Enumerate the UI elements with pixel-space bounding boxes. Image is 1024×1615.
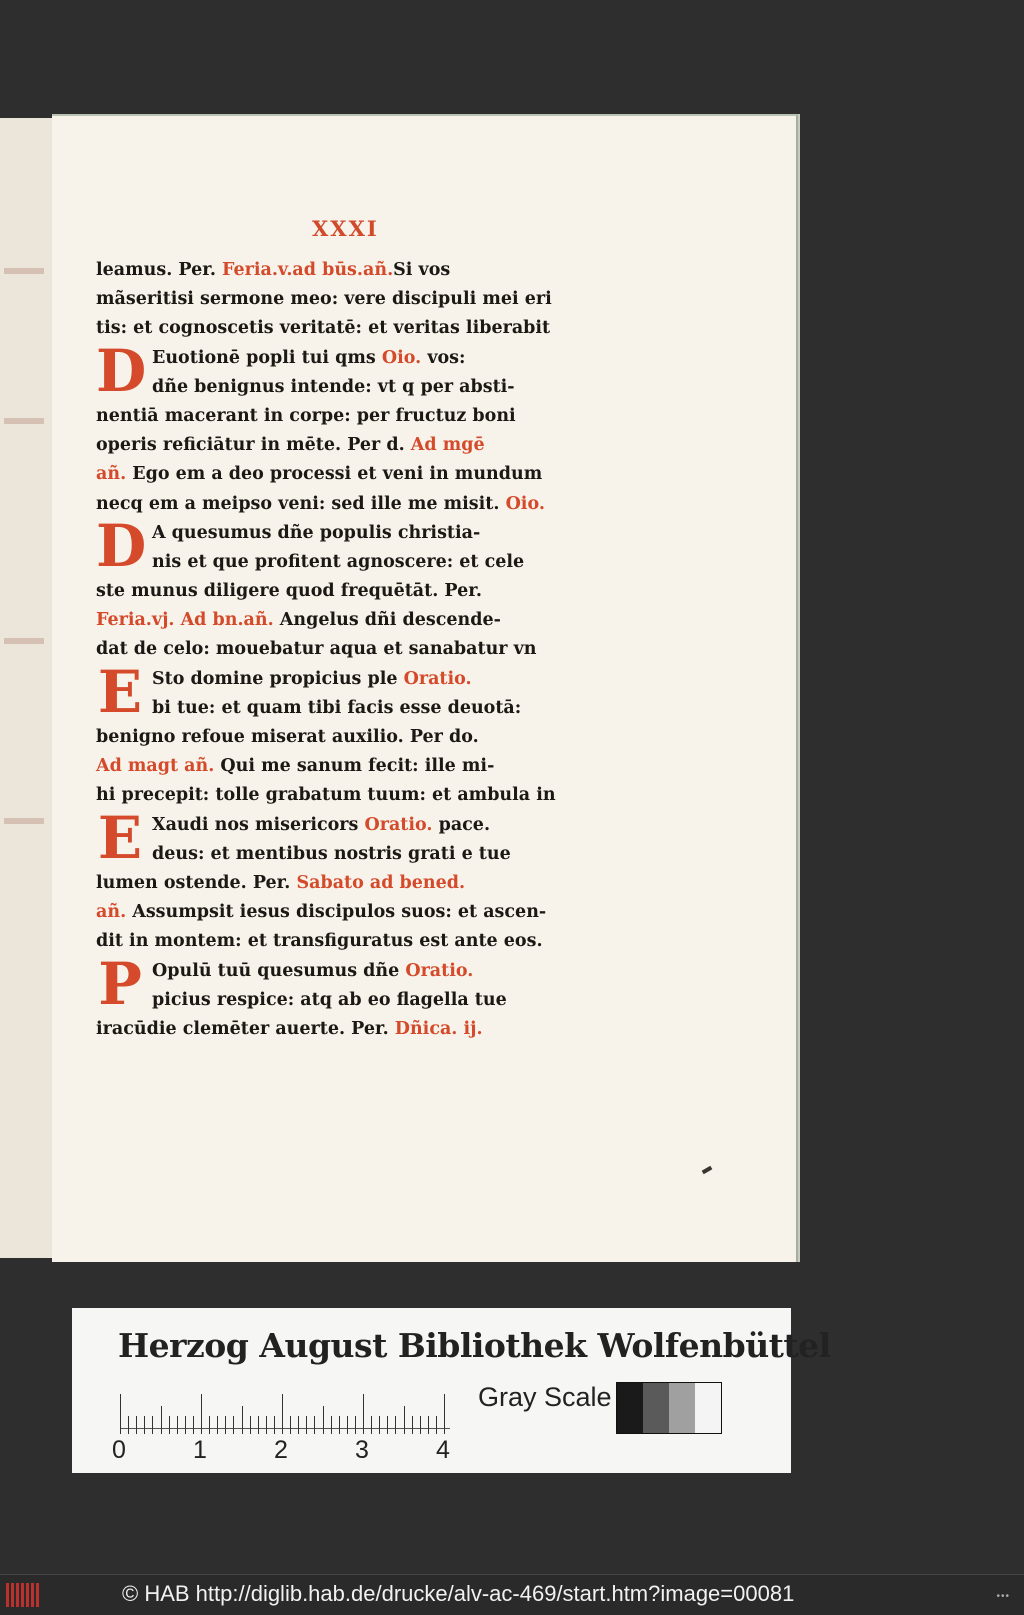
body-text: vos: [421,347,466,368]
hab-logo-icon [6,1583,44,1607]
body-text: picius respice: atq ab eo flagella tue [152,989,507,1010]
text-line [96,548,576,577]
rubric-text: Feria.vj. Ad bn.añ. [96,610,274,631]
ruler-tick [185,1416,186,1434]
ruler-tick [120,1394,121,1434]
ruler-tick [323,1406,324,1434]
text-line [96,285,576,314]
ghost-print [4,818,44,824]
library-name: Herzog August Bibliothek Wolfenbüttel [118,1326,831,1365]
ruler-tick [242,1406,243,1434]
body-text: ste munus diligere quod frequētāt. Per. [96,581,482,602]
ruler-tick [161,1406,162,1434]
body-text: benigno refoue miserat auxilio. Per do. [96,727,479,747]
body-text: bi tue: et quam tibi facis esse deuotā: [152,697,522,718]
gray-scale-swatches [616,1382,722,1434]
ruler-tick [152,1416,153,1434]
ruler-number: 4 [436,1436,450,1464]
ruler-tick [217,1416,218,1434]
rubric-text: Oratio. [405,960,474,981]
body-text: hi precepit: tolle grabatum tuum: et ambula in [96,785,556,806]
body-text: necq em a meipso veni: sed ille me misit. [96,493,506,514]
body-text: dñe benignus intende: vt q per absti- [152,376,515,397]
library-color-card [72,1308,831,1473]
red-initial: P [98,949,142,1018]
ruler-tick [282,1394,283,1434]
text-line [96,898,576,927]
text-line [96,577,576,606]
folio-number: XXXI [312,216,379,241]
ruler-tick [209,1416,210,1434]
rubric-text: Oratio. [364,814,433,835]
copyright-url: © HAB http://diglib.hab.de/drucke/alv-ac-469/start.htm?image=00081 [122,1581,795,1606]
ruler-tick [169,1416,170,1434]
ruler-tick [347,1416,348,1434]
body-text: leamus. Per. [96,260,223,280]
text-line [96,402,576,431]
text-line [96,490,576,519]
body-text: operis reficiātur in mēte. Per d. [96,435,411,456]
ruler-number: 3 [355,1436,369,1464]
ruler-tick [444,1394,445,1434]
ruler-tick [355,1416,356,1434]
body-text: dat de celo: mouebatur aqua et sanabatur vn [96,639,537,660]
text-line [96,752,576,781]
body-text: nentiā macerant in corpe: per fructuz boni [96,405,516,426]
rubric-text: Ad mgē [410,435,485,456]
ruler-tick [225,1416,226,1434]
rubric-text: Oio. [381,347,422,368]
body-text: Si vos [393,260,451,280]
ink-mark [702,1166,713,1174]
ruler-tick [258,1416,259,1434]
text-line [96,314,576,343]
ruler-tick [306,1416,307,1434]
text-line [96,986,576,1015]
body-text: Euotionē popli tui qms [152,347,382,368]
rubric-text: Ad magt añ. [96,756,215,777]
body-text: Qui me sanum fecit: ille mi- [214,756,495,777]
text-line [96,781,576,810]
text-line [96,431,576,460]
ruler-tick [420,1416,421,1434]
ruler-tick [266,1416,267,1434]
ghost-print [4,418,44,424]
ruler-tick [128,1416,129,1434]
ruler-scale [120,1384,450,1434]
body-text: dit in montem: et transfiguratus est ante eos. [96,931,543,952]
body-text: nis et que profitent agnoscere: et cele [152,551,525,572]
body-text: deus: et mentibus nostris grati e tue [152,843,511,864]
ruler-number: 2 [274,1436,288,1464]
body-text: lumen ostende. Per. [96,872,297,893]
ruler-tick [298,1416,299,1434]
ruler-tick [331,1416,332,1434]
body-text: Assumpsit iesus discipulos suos: et ascen- [126,902,547,923]
text-line [96,460,576,489]
body-text: mãseritisi sermone meo: vere discipuli mei eri [96,289,552,310]
rubric-text: Oratio. [403,668,472,689]
ruler-number: 1 [193,1436,207,1464]
ruler-tick [436,1416,437,1434]
text-line [96,694,576,723]
ruler-tick [274,1416,275,1434]
body-text: Angelus dñi descende- [273,610,501,631]
ghost-print [4,268,44,274]
ruler-tick [233,1416,234,1434]
red-initial: D [96,511,147,580]
ruler-tick [201,1394,202,1434]
menu-dots-icon[interactable]: ••• [996,1591,1010,1602]
body-text: iracūdie clemēter auerte. Per. [96,1018,395,1039]
ruler-tick [136,1416,137,1434]
ghost-print [4,638,44,644]
body-text: Sto domine propicius ple [152,668,404,689]
rubric-text: Sabato ad bened. [296,872,466,893]
ruler-tick [314,1416,315,1434]
red-initial: D [96,336,147,405]
ruler-tick [363,1394,364,1434]
gray-swatch [643,1383,669,1433]
ruler-tick [428,1416,429,1434]
ruler-tick [339,1416,340,1434]
ruler-tick [290,1416,291,1434]
rubric-text: Feria.v.ad būs.añ. [222,260,394,280]
body-text: Opulū tuū quesumus dñe [152,960,406,981]
red-initial: E [97,803,143,872]
text-line [96,927,576,956]
ruler-tick [395,1416,396,1434]
text-line [96,1015,576,1044]
page-text [96,256,576,1044]
ruler-tick [379,1416,380,1434]
ruler-tick [193,1416,194,1434]
gray-swatch [617,1383,643,1433]
adjacent-page-edge [0,118,54,1258]
rubric-text: añ. [96,902,127,923]
body-text: Ego em a deo processi et veni in mundum [126,464,543,485]
body-text: pace. [432,814,491,835]
text-line [96,606,576,635]
ruler-tick [387,1416,388,1434]
ruler-tick [404,1406,405,1434]
rubric-text: Dñica. ij. [394,1018,483,1039]
ruler-tick [412,1416,413,1434]
book-page [52,114,798,1262]
viewer-footer [0,1574,1024,1615]
body-text: tis: et cognoscetis veritatē: et veritas liberabit [96,318,551,339]
ruler-tick [371,1416,372,1434]
text-line [96,635,576,664]
body-text: A quesumus dñe populis christia- [152,522,481,543]
rubric-text: Oio. [505,493,545,514]
text-line [96,840,576,869]
text-line [96,256,576,285]
text-line [96,869,576,898]
ruler-tick [177,1416,178,1434]
gray-swatch [669,1383,695,1433]
ruler-number: 0 [112,1436,126,1464]
rubric-text: añ. [96,464,127,485]
body-text: Xaudi nos misericors [152,814,365,835]
gray-scale-label: Gray Scale [478,1382,612,1412]
ruler-tick [250,1416,251,1434]
red-initial: E [97,657,143,726]
text-line [96,723,576,752]
text-line [96,373,576,402]
gray-swatch [695,1383,721,1433]
ruler-tick [144,1416,145,1434]
